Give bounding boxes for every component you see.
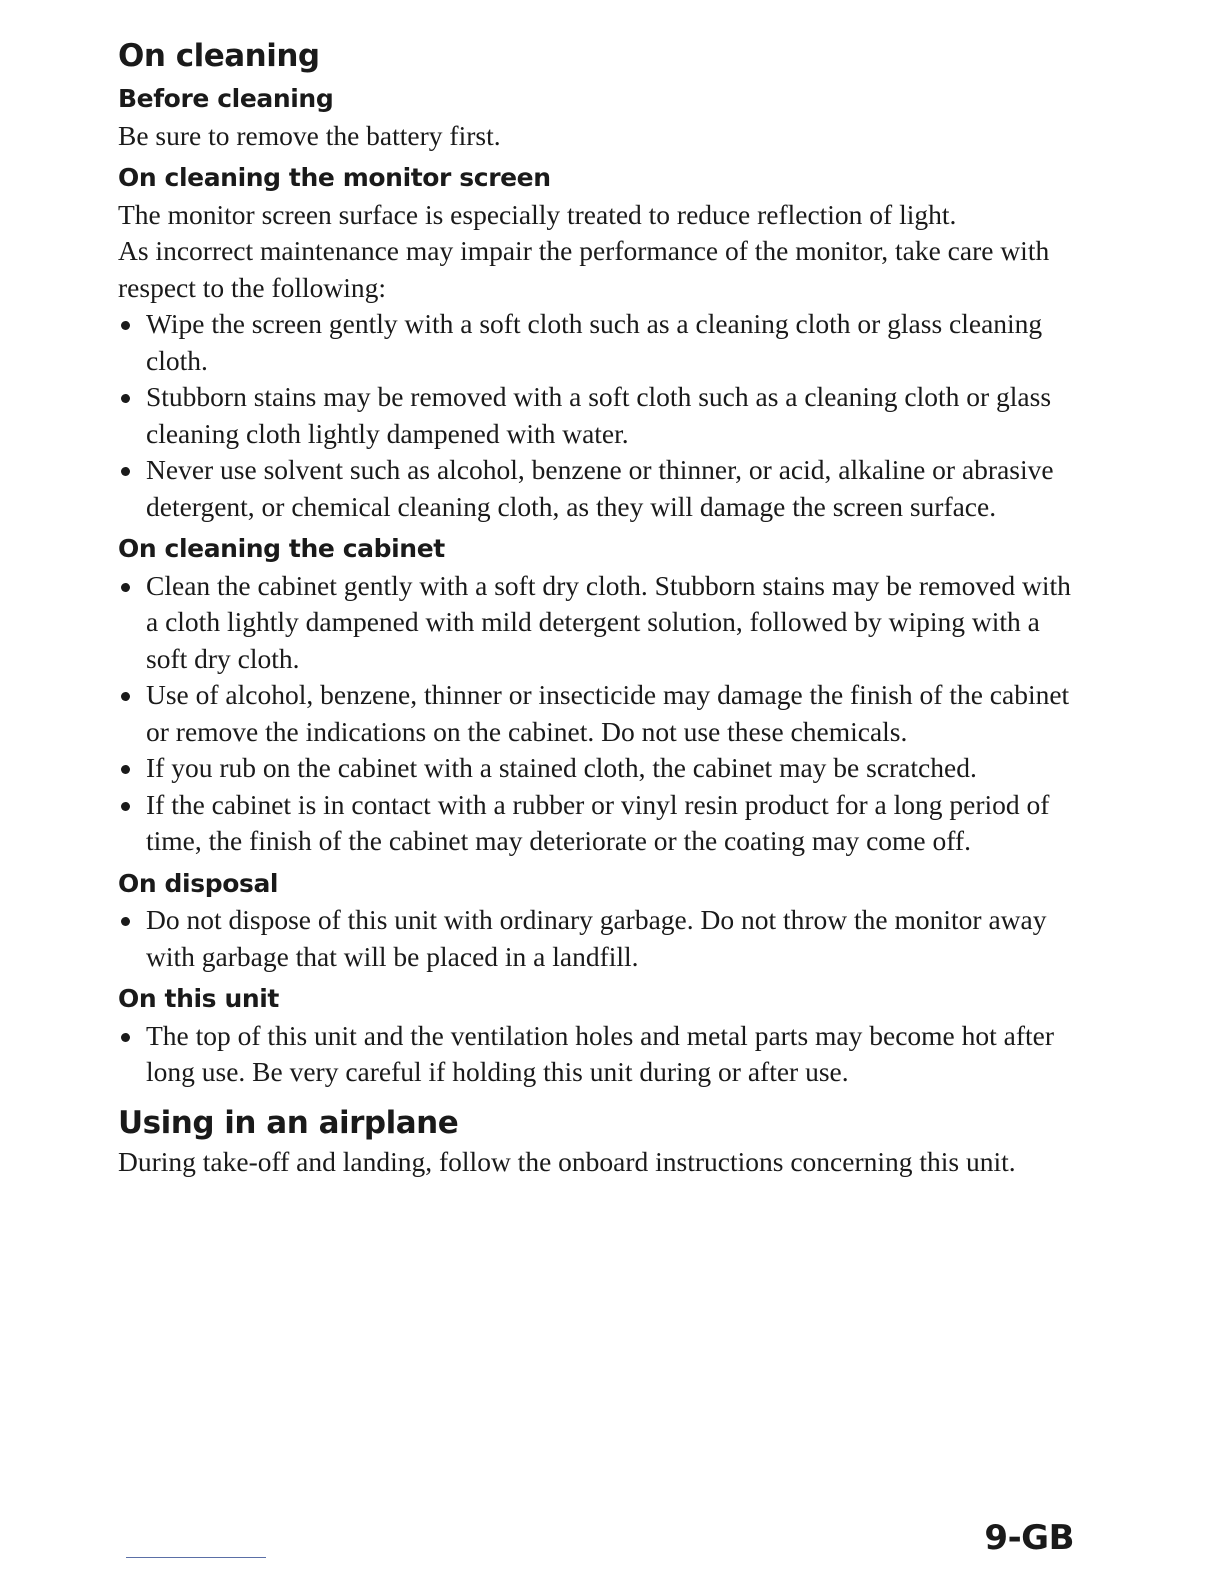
list-item-text: Stubborn stains may be removed with a soft cloth such as a cleaning cloth or glass cleaning cloth lightly dampened with water.	[146, 381, 1052, 449]
page-number: 9-GB	[984, 1518, 1074, 1558]
bullet-icon	[121, 1033, 130, 1042]
heading-using-in-airplane: Using in an airplane	[118, 1104, 459, 1141]
list-item	[118, 787, 1083, 860]
section-monitor-screen	[118, 162, 1083, 525]
list-item	[118, 568, 1083, 678]
section-disposal	[118, 868, 1083, 976]
bullet-icon	[121, 802, 130, 811]
section-before-cleaning	[118, 83, 1083, 154]
cabinet-list	[118, 568, 1083, 860]
list-item-text: Use of alcohol, benzene, thinner or insecticide may damage the finish of the cabinet or remove the indications on the cabinet. Do not use these chemicals.	[146, 679, 1070, 747]
list-item	[118, 306, 1083, 379]
before-cleaning-text: Be sure to remove the battery first.	[118, 119, 501, 151]
monitor-screen-paragraph: The monitor screen surface is especially treated to reduce reflection of light.	[118, 198, 957, 230]
section-cabinet	[118, 533, 1083, 860]
section-this-unit	[118, 983, 1083, 1091]
list-item-text: If you rub on the cabinet with a stained cloth, the cabinet may be scratched.	[146, 752, 977, 784]
subheading-monitor-screen: On cleaning the monitor screen	[118, 163, 551, 193]
bullet-icon	[121, 394, 130, 403]
this-unit-list	[118, 1018, 1083, 1091]
list-item-text: Do not dispose of this unit with ordinary garbage. Do not throw the monitor away with garbage that will be placed in a landfill.	[146, 904, 1047, 972]
list-item	[118, 1018, 1083, 1091]
bullet-icon	[121, 917, 130, 926]
list-item-text: If the cabinet is in contact with a rubber or vinyl resin product for a long period of time, the finish of the cabinet may deteriorate or the coating may come off.	[146, 788, 1050, 857]
footer-rule	[126, 1557, 266, 1558]
list-item-text: The top of this unit and the ventilation holes and metal parts may become hot after long use. Be very careful if holding this unit during or after use.	[146, 1019, 1055, 1088]
bullet-icon	[121, 692, 130, 701]
bullet-icon	[121, 765, 130, 774]
bullet-icon	[121, 467, 130, 476]
heading-on-cleaning: On cleaning	[118, 38, 320, 74]
monitor-screen-paragraph: As incorrect maintenance may impair the performance of the monitor, take care with respect to the following:	[118, 235, 1050, 303]
list-item-text: Wipe the screen gently with a soft cloth such as a cleaning cloth or glass cleaning cloth.	[146, 308, 1043, 376]
bullet-icon	[121, 583, 130, 592]
list-item	[118, 902, 1083, 975]
list-item	[118, 677, 1083, 750]
list-item	[118, 452, 1083, 525]
manual-page	[118, 38, 1083, 1180]
list-item	[118, 379, 1083, 452]
list-item-text: Clean the cabinet gently with a soft dry cloth. Stubborn stains may be removed with a cloth lightly dampened with mild detergent solution, followed by wiping with a soft dry cloth.	[146, 569, 1071, 674]
list-item	[118, 750, 1083, 787]
airplane-text: During take-off and landing, follow the onboard instructions concerning this unit.	[118, 1145, 1016, 1177]
bullet-icon	[121, 321, 130, 330]
subheading-cabinet: On cleaning the cabinet	[118, 534, 445, 564]
subheading-disposal: On disposal	[118, 868, 279, 898]
monitor-screen-list	[118, 306, 1083, 525]
list-item-text: Never use solvent such as alcohol, benzene or thinner, or acid, alkaline or abrasive detergent, or chemical cleaning cloth, as they will damage the screen surface.	[146, 454, 1054, 522]
disposal-list	[118, 902, 1083, 975]
subheading-this-unit: On this unit	[118, 984, 279, 1014]
subheading-before-cleaning: Before cleaning	[118, 84, 334, 114]
